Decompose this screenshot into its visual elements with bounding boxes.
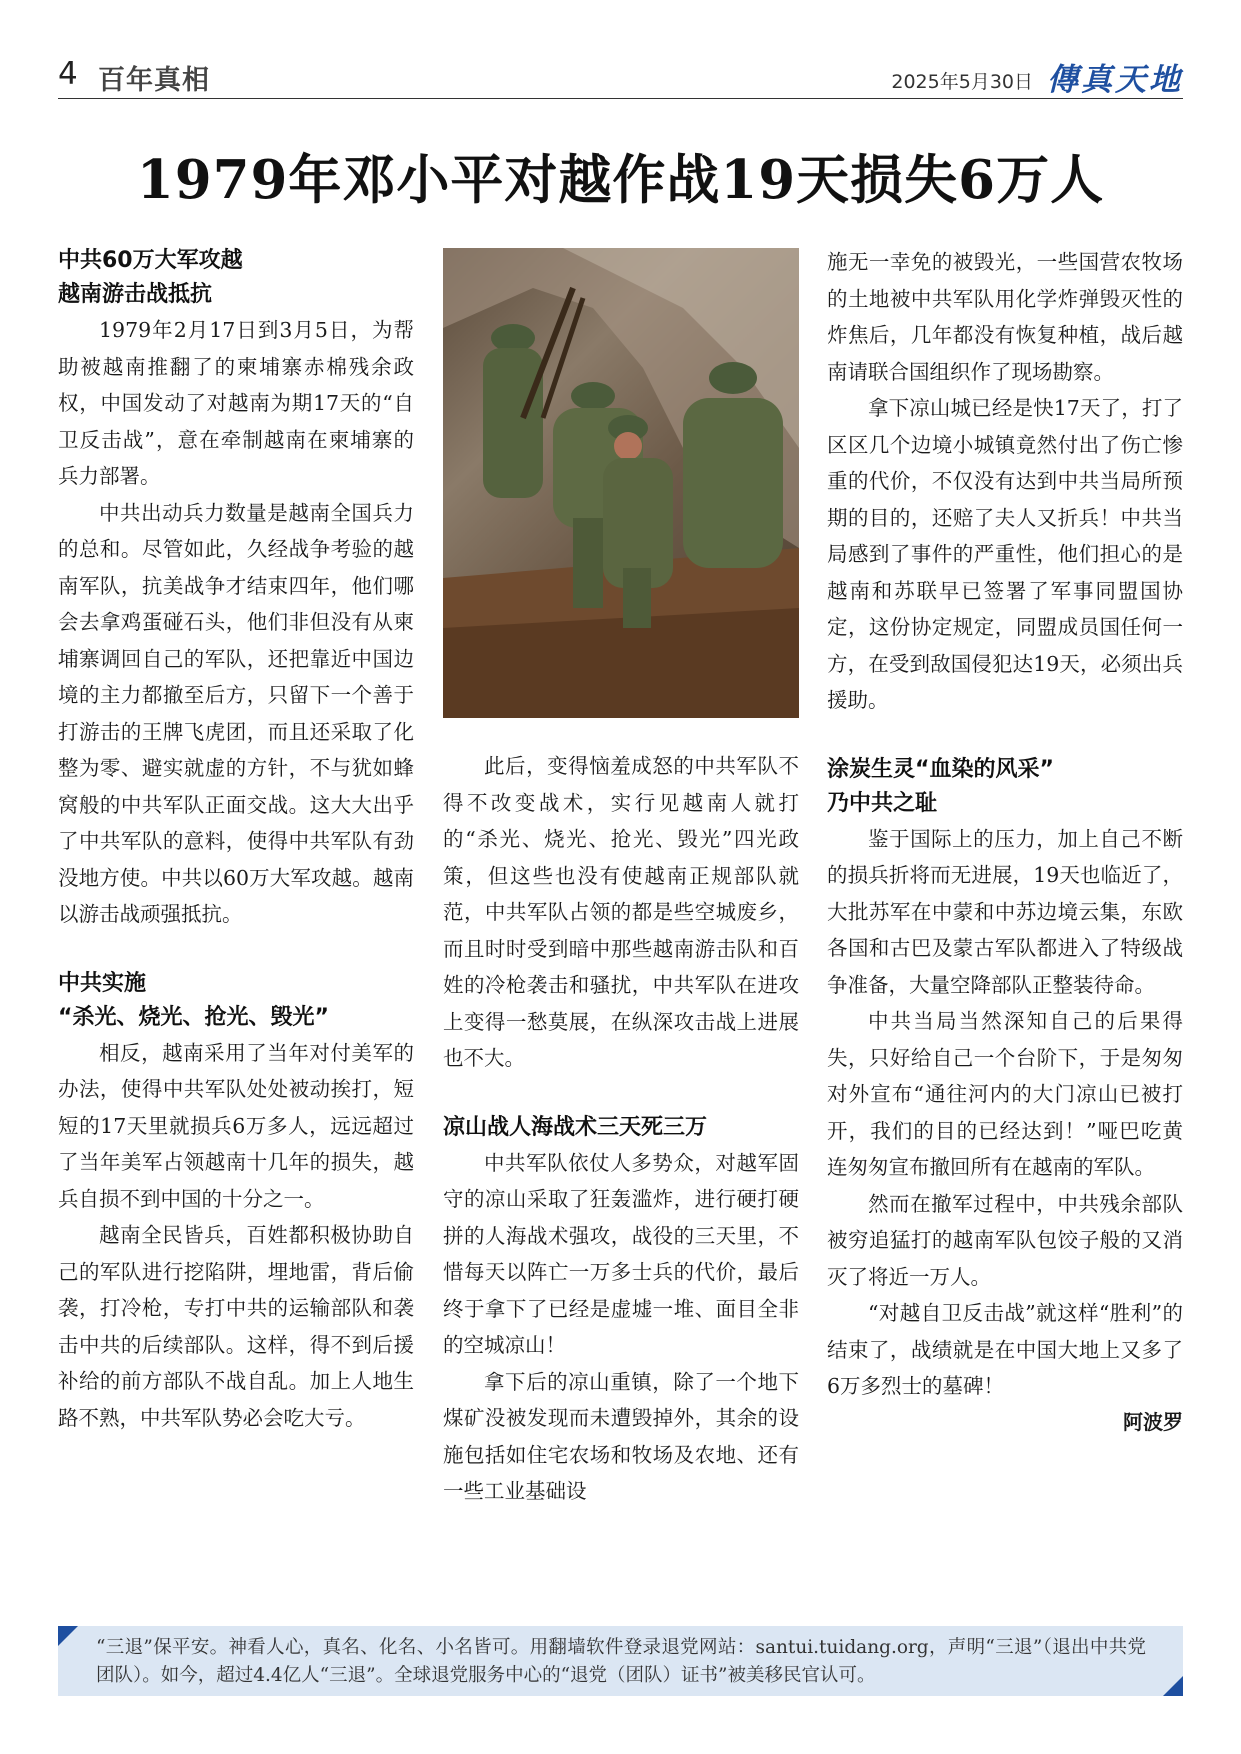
section-title: 百年真相 (98, 65, 210, 96)
issue-date: 2025年5月30日 (891, 71, 1033, 93)
subheading: 涂炭生灵“血染的风采” (827, 756, 1054, 782)
paragraph: 然而在撤军过程中，中共残余部队被穷追猛打的越南军队包饺子般的又消灭了将近一万人。 (827, 1191, 1183, 1289)
paragraph: 相反，越南采用了当年对付美军的办法，使得中共军队处处被动挨打，短短的17天里就损兵6万多人，远远超过了当年美军占领越南十几年的损失，越兵自损不到中国的十分之一。 (58, 1040, 414, 1211)
page-header (58, 54, 1183, 99)
subheading: 乃中共之耻 (827, 790, 938, 816)
subheading: 越南游击战抵抗 (58, 282, 213, 307)
paragraph: 1979年2月17日到3月5日，为帮助被越南推翻了的柬埔寨赤棉残余政权，中国发动了对越南为期17天的“自卫反击战”，意在牵制越南在柬埔寨的兵力部署。 (58, 318, 414, 488)
subheading: 凉山战人海战术三天死三万 (443, 1114, 708, 1140)
santui-notice-banner (58, 1626, 1183, 1696)
paragraph: 施无一幸免的被毁光，一些国营农牧场的土地被中共军队用化学炸弹毁灭性的炸焦后，几年都没有恢复种植，战后越南请联合国组织作了现场勘察。 (827, 250, 1183, 384)
soldiers-photo-illustration (443, 248, 799, 718)
page-number: 4 (58, 56, 78, 92)
paragraph: 鉴于国际上的压力，加上自己不断的损兵折将而无进展，19天也临近了，大批苏军在中蒙和中苏边境云集，东欧各国和古巴及蒙古军队都进入了特级战争准备，大量空降部队正整装待命。 (827, 826, 1183, 997)
subheading: 中共60万大军攻越 (58, 248, 243, 273)
soldiers-photo (443, 248, 799, 718)
corner-triangle-decoration (1163, 1676, 1183, 1696)
article-column-2 (443, 748, 799, 1510)
paragraph: 此后，变得恼羞成怒的中共军队不得不改变战术，实行见越南人就打的“杀光、烧光、抢光、毁光”四光政策，但这些也没有使越南正规部队就范，中共军队占领的都是些空城废乡，而且时时受到暗中那些越南游击队和百姓的冷枪袭击和骚扰，中共军队在进攻上变得一愁莫展，在纵深攻击战上进展也不大。 (443, 754, 799, 1070)
paragraph: 拿下后的凉山重镇，除了一个地下煤矿没被发现而未遭毁掉外，其余的设施包括如住宅农场和牧场及农地、还有一些工业基础设 (443, 1369, 799, 1503)
author-byline: 阿波罗 (1123, 1409, 1183, 1434)
subheading: 中共实施 (58, 970, 147, 996)
headline: 1979年邓小平对越作战19天损失6万人 (136, 149, 1105, 211)
paragraph: 中共当局当然深知自己的后果得失，只好给自己一个台阶下，于是匆匆对外宣布“通往河内的大门凉山已被打开，我们的目的已经达到！”哑巴吃黄连匆匆宣布撤回所有在越南的军队。 (827, 1009, 1183, 1179)
paragraph: 中共出动兵力数量是越南全国兵力的总和。尽管如此，久经战争考验的越南军队，抗美战争才结束四年，他们哪会去拿鸡蛋碰石头，他们非但没有从柬埔寨调回自己的军队，还把靠近中国边境的主力都撤至后方，只留下一个善于打游击的王牌飞虎团，而且还采取了化整为零、避实就虚的方针，不与犹如蜂窝般的中共军队正面交战。这大大出乎了中共军队的意料，使得中共军队有劲没地方使。中共以60万大军攻越。越南以游击战顽强抵抗。 (58, 500, 414, 926)
corner-triangle-decoration (58, 1626, 78, 1646)
subheading: “杀光、烧光、抢光、毁光” (58, 1004, 329, 1030)
notice-text: “三退”保平安。神看人心，真名、化名、小名皆可。用翻墙软件登录退党网站：santui.tuidang.org，声明“三退”（退出中共党团队）。如今，超过4.4亿人“三退”。全球退党服务中心的“退党（团队）证书”被美移民官认可。 (96, 1637, 1146, 1686)
article-column-1 (58, 244, 414, 1436)
publication-logo: 傳真天地 (1047, 62, 1183, 98)
paragraph: 中共军队依仗人多势众，对越军固守的凉山采取了狂轰滥炸，进行硬打硬拼的人海战术强攻，战役的三天里，不惜每天以阵亡一万多士兵的代价，最后终于拿下了已经是虚墟一堆、面目全非的空城凉山！ (443, 1150, 799, 1357)
paragraph: “对越自卫反击战”就这样“胜利”的结束了，战绩就是在中国大地上又多了6万多烈士的墓碑！ (827, 1301, 1183, 1398)
paragraph: 拿下凉山城已经是快17天了，打了区区几个边境小城镇竟然付出了伤亡惨重的代价，不仅没有达到中共当局所预期的目的，还赔了夫人又折兵！中共当局感到了事件的严重性，他们担心的是越南和苏联早已签署了军事同盟国协定，这份协定规定，同盟成员国任何一方，在受到敌国侵犯达19天，必须出兵援助。 (827, 396, 1183, 712)
article-column-3 (827, 244, 1183, 1439)
paragraph: 越南全民皆兵，百姓都积极协助自己的军队进行挖陷阱，埋地雷，背后偷袭，打冷枪，专打中共的运输部队和袭击中共的后续部队。这样，得不到后援补给的前方部队不战自乱。加上人地生路不熟，中共军队势必会吃大亏。 (58, 1223, 414, 1430)
